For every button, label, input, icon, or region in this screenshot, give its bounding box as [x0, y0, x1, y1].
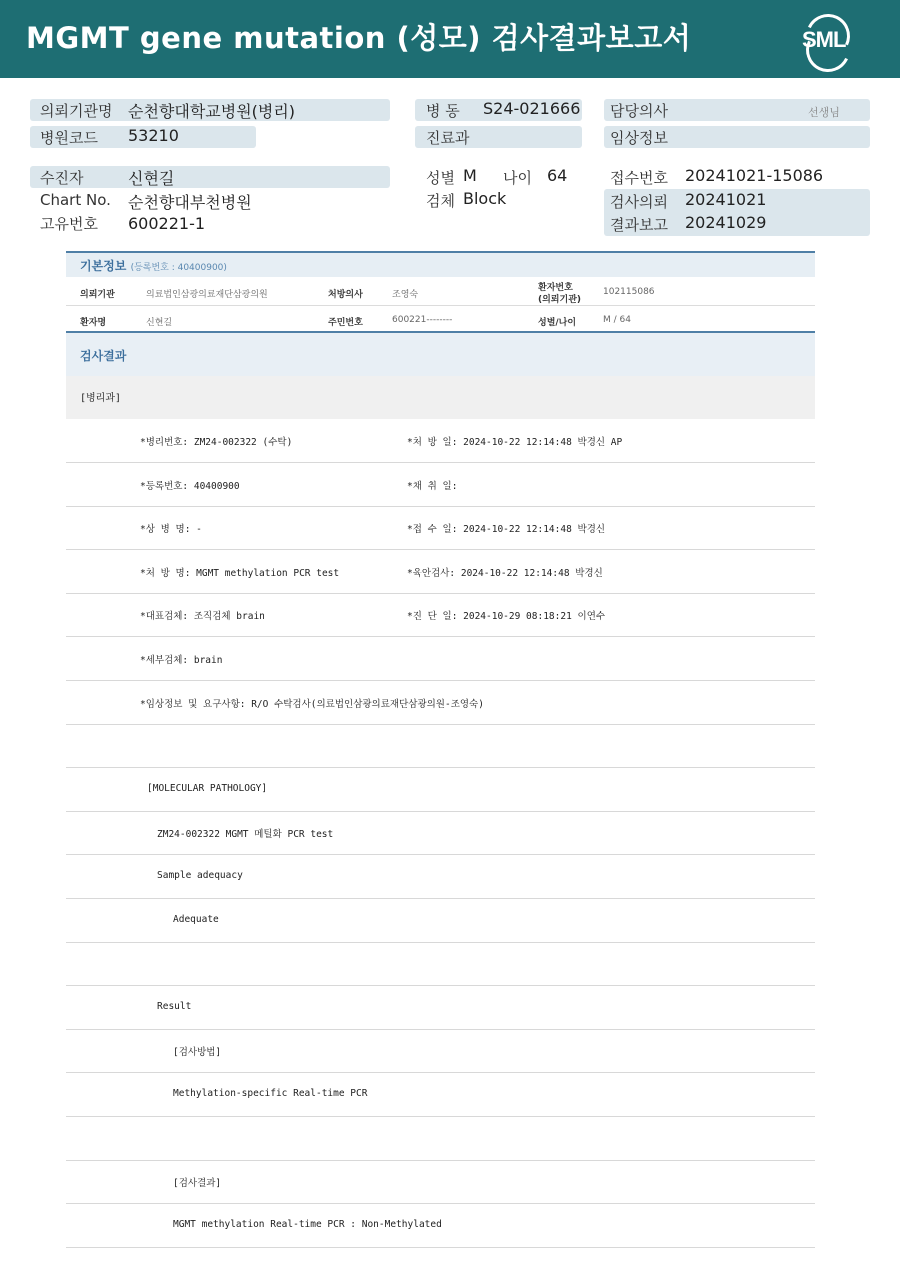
- resident-no-value: 600221--------: [392, 315, 453, 325]
- result-row-left: [검사결과]: [173, 1178, 222, 1190]
- result-row-right: *진 단 일: 2024-10-29 08:18:21 이연수: [407, 611, 606, 623]
- result-row: [66, 550, 815, 594]
- result-row-left: Result: [157, 1000, 192, 1012]
- result-row-right: *처 방 일: 2024-10-22 12:14:48 박경신 AP: [407, 437, 623, 448]
- report-header: [0, 0, 900, 78]
- result-row-right: *육안검사: 2024-10-22 12:14:48 박경신: [407, 567, 603, 579]
- result-row: [66, 1029, 815, 1073]
- result-title: 검사결과: [80, 349, 127, 363]
- result-header: [66, 331, 815, 378]
- result-row-left: *대표검체: 조직검체 brain: [140, 611, 265, 623]
- specimen-label: 검체: [426, 192, 455, 210]
- chart-label: Chart No.: [40, 191, 111, 209]
- result-row-left: *처 방 명: MGMT methylation PCR test: [140, 567, 340, 579]
- result-row: [66, 768, 815, 812]
- result-row: [66, 506, 815, 550]
- report-title: MGMT gene mutation (성모) 검사결과보고서: [26, 21, 692, 55]
- result-row-left: [MOLECULAR PATHOLOGY]: [147, 782, 268, 794]
- prescriber-key: 처방의사: [328, 290, 363, 300]
- result-row: [66, 681, 815, 725]
- patient-no-value: 102115086: [603, 287, 655, 297]
- unique-value: 600221-1: [128, 214, 206, 233]
- result-row-left: [검사방법]: [173, 1047, 222, 1059]
- basic-info-title: 기본정보 (등록번호 : 40400900): [80, 259, 227, 273]
- result-row-left: ZM24-002322 MGMT 메틸화 PCR test: [157, 829, 334, 841]
- result-row-right: *채 취 일:: [407, 480, 458, 492]
- age-label: 나이: [503, 169, 532, 187]
- result-row: [66, 1073, 815, 1117]
- basic-info-header: [66, 251, 815, 277]
- hospital-code-value: 53210: [128, 126, 179, 145]
- logo-text: SML: [802, 27, 846, 52]
- sex-value: M: [463, 166, 477, 185]
- pathology-section-title: [병리과]: [80, 393, 122, 404]
- result-row: [66, 637, 815, 681]
- report-value: 20241029: [685, 213, 767, 232]
- result-row: [66, 899, 815, 943]
- sex-age-value: M / 64: [603, 315, 631, 325]
- request-value: 20241021: [685, 190, 767, 209]
- sex-age-key: 성별/나이: [538, 318, 577, 328]
- doctor-suffix: 선생님: [808, 106, 840, 119]
- result-row-left: *세부검체: brain: [140, 655, 223, 666]
- report-label: 결과보고: [610, 216, 668, 234]
- result-row-left: MGMT methylation Real-time PCR : Non-Methylated: [173, 1218, 442, 1230]
- clinical-label: 임상정보: [610, 129, 668, 147]
- department-label: 진료과: [426, 129, 470, 147]
- basic-info-row-1: [66, 277, 815, 306]
- result-row: [66, 419, 815, 463]
- ward-value: S24-021666: [483, 99, 581, 118]
- chart-value: 순천향대부천병원: [128, 193, 252, 212]
- patient-name-key: 환자명: [80, 318, 107, 328]
- result-row: [66, 724, 815, 768]
- patient-no-key: 환자번호: [538, 283, 573, 293]
- doctor-label: 담당의사: [610, 102, 668, 120]
- result-row-right: *접 수 일: 2024-10-22 12:14:48 박경신: [407, 524, 606, 536]
- result-row-left: *임상정보 및 요구사항: R/O 수탁검사(의료법인삼광의료재단삼광의원-조영숙): [140, 698, 484, 710]
- result-row: [66, 942, 815, 986]
- receipt-value: 20241021-15086: [685, 166, 824, 185]
- result-row-left: *등록번호: 40400900: [140, 480, 240, 492]
- result-row: [66, 1117, 815, 1161]
- result-row-left: *상 병 명: -: [140, 524, 202, 536]
- sex-label: 성별: [426, 169, 455, 187]
- result-row-left: Methylation-specific Real-time PCR: [173, 1088, 368, 1099]
- patient-label: 수진자: [40, 169, 84, 187]
- result-row-left: *병리번호: ZM24-002322 (수탁): [140, 437, 293, 448]
- pathology-section-header: [66, 376, 815, 419]
- request-label: 검사의뢰: [610, 193, 668, 211]
- requesting-inst-value: 의료법인삼광의료재단삼광의원: [146, 290, 268, 300]
- patient-value: 신현길: [128, 169, 175, 188]
- unique-label: 고유번호: [40, 215, 98, 233]
- prescriber-value: 조영숙: [392, 290, 419, 300]
- result-row: [66, 811, 815, 855]
- hospital-code-label: 병원코드: [40, 129, 98, 147]
- result-row-left: Adequate: [173, 913, 219, 925]
- result-row: [66, 593, 815, 637]
- ward-label: 병 동: [426, 102, 460, 120]
- patient-name-value: 신현길: [146, 318, 173, 328]
- result-row: [66, 855, 815, 899]
- resident-no-key: 주민번호: [328, 318, 363, 328]
- institution-value: 순천향대학교병원(병리): [128, 102, 296, 121]
- patient-no-key-sub: (의뢰기관): [538, 295, 582, 305]
- sml-logo: [800, 14, 852, 66]
- result-row: [66, 1160, 815, 1204]
- result-row: [66, 986, 815, 1030]
- patient-bar: [30, 166, 390, 188]
- age-value: 64: [547, 166, 568, 185]
- result-row: [66, 1204, 815, 1248]
- requesting-inst-key: 의뢰기관: [80, 290, 115, 300]
- receipt-label: 접수번호: [610, 169, 668, 187]
- result-row-left: Sample adequacy: [157, 870, 243, 881]
- institution-label: 의뢰기관명: [40, 102, 113, 120]
- specimen-value: Block: [463, 189, 507, 208]
- result-row: [66, 463, 815, 507]
